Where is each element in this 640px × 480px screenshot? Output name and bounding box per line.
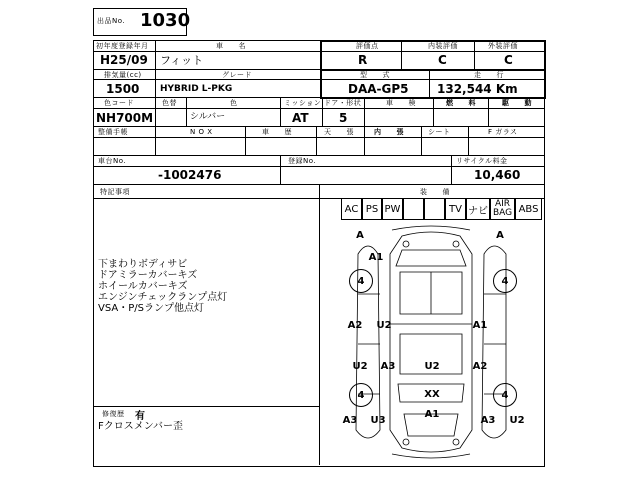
vline (280, 97, 281, 126)
equipment-label: 装 備 (420, 188, 450, 196)
damage-mark: U2 (352, 361, 368, 372)
notes-label: 特記事項 (100, 188, 130, 196)
ceiling-label: 天 張 (324, 128, 354, 136)
hline (93, 137, 544, 138)
vline (364, 97, 365, 126)
damage-mark: U2 (376, 320, 392, 331)
damage-mark: A1 (424, 409, 440, 420)
mission-value: AT (292, 111, 309, 125)
equipment-navi: ナビ (466, 198, 490, 220)
hline (93, 108, 544, 109)
model-label: 型 式 (360, 71, 390, 79)
vline (468, 126, 469, 155)
vline (421, 126, 422, 155)
fuel-label: 燃 料 (446, 99, 476, 107)
equipment-abs: ABS (515, 198, 542, 220)
displacement-value: 1500 (106, 82, 140, 96)
car-name-value: フィット (160, 54, 204, 67)
vline (319, 184, 320, 465)
vline (451, 155, 452, 184)
color-code-value: NH700M (96, 111, 154, 125)
repair-label: 修復歴 (102, 410, 125, 418)
score-label: 評価点 (356, 42, 379, 50)
doors-value: 5 (339, 111, 348, 125)
vline (401, 40, 402, 69)
damage-mark: A1 (368, 252, 384, 263)
hline (93, 126, 544, 127)
car-name-label: 車 名 (216, 42, 246, 50)
vline (364, 126, 365, 155)
lot-label: 出品No. (97, 17, 126, 25)
equipment-airbag: AIR BAG (490, 198, 515, 220)
color-value: シルバー (190, 112, 226, 122)
mission-label: ミッション (284, 99, 322, 107)
damage-mark: A2 (472, 361, 488, 372)
damage-mark: U2 (509, 415, 525, 426)
chassis-value: -1002476 (158, 168, 222, 182)
doors-label: ドア・形状 (324, 99, 362, 107)
inspection-label: 車 検 (386, 99, 416, 107)
grade-label: グレード (222, 71, 252, 79)
vline (186, 97, 187, 126)
history-label: 車 歴 (262, 128, 292, 136)
registration-label: 登録No. (288, 157, 317, 165)
drive-label: 駆 動 (502, 99, 532, 107)
year-label: 初年度登録年月 (96, 42, 149, 50)
exterior-label: 外装評価 (488, 42, 518, 50)
equipment-pw: PW (382, 198, 403, 220)
vline (322, 97, 323, 126)
damage-mark: A (356, 230, 364, 241)
vline (433, 97, 434, 126)
damage-mark: U3 (370, 415, 386, 426)
chassis-label: 車台No. (98, 157, 127, 165)
damage-mark: A2 (347, 320, 363, 331)
interior-value: C (438, 53, 447, 67)
damage-mark: A1 (472, 320, 488, 331)
repair-note: Fクロスメンバー歪 (98, 421, 184, 432)
damage-mark: XX (424, 389, 440, 400)
equipment-blank-2 (424, 198, 445, 220)
tire-rear-right: 4 (493, 383, 517, 407)
interior-label: 内装評価 (428, 42, 458, 50)
color-label: 色 (230, 99, 238, 107)
mileage-label: 走 行 (474, 71, 504, 79)
maintenance-book-label: 整備手帳 (98, 128, 128, 136)
model-value: DAA-GP5 (348, 82, 409, 96)
vline (155, 126, 156, 155)
vline (316, 126, 317, 155)
damage-mark: A3 (480, 415, 496, 426)
equipment-ac: AC (341, 198, 362, 220)
interior-trim-label: 内 張 (374, 128, 404, 136)
damage-mark: A3 (380, 361, 396, 372)
note-line: ホイールカバーキズ (98, 281, 188, 292)
recycle-value: 10,460 (474, 168, 521, 182)
equipment-tv: TV (445, 198, 466, 220)
equipment-ps: PS (362, 198, 382, 220)
note-line: VSA・P/Sランプ他点灯 (98, 303, 204, 314)
nox-label: N O X (190, 128, 213, 136)
tire-front-right: 4 (493, 269, 517, 293)
vline (155, 40, 156, 69)
damage-mark: A3 (342, 415, 358, 426)
vline (280, 155, 281, 184)
displacement-label: 排気量(cc) (104, 71, 142, 79)
hline (93, 155, 544, 156)
lot-number: 1030 (140, 10, 191, 31)
mileage-value: 132,544 Km (437, 82, 518, 96)
damage-mark: A (496, 230, 504, 241)
exterior-value: C (504, 53, 513, 67)
seat-label: シート (428, 128, 451, 136)
equipment-blank-1 (403, 198, 424, 220)
note-line: ドアミラーカバーキズ (98, 270, 198, 281)
front-glass-label: F ガラス (488, 128, 518, 136)
recycle-label: リサイクル料金 (456, 157, 508, 165)
repair-value: 有 (135, 411, 145, 422)
grade-value: HYBRID L-PKG (160, 84, 233, 94)
hline (93, 406, 319, 407)
tire-rear-left: 4 (349, 383, 373, 407)
color-swap-label: 色替 (162, 99, 177, 107)
note-line: エンジンチェックランプ点灯 (98, 292, 228, 303)
vline (488, 97, 489, 126)
note-line: 下まわりボディサビ (98, 259, 188, 270)
vline (155, 69, 156, 97)
color-code-label: 色コード (104, 99, 134, 107)
vline (245, 126, 246, 155)
damage-mark: U2 (424, 361, 440, 372)
tire-front-left: 4 (349, 269, 373, 293)
year-value: H25/09 (100, 53, 148, 67)
score-value: R (358, 53, 368, 67)
hline (93, 166, 544, 167)
vline (155, 97, 156, 126)
